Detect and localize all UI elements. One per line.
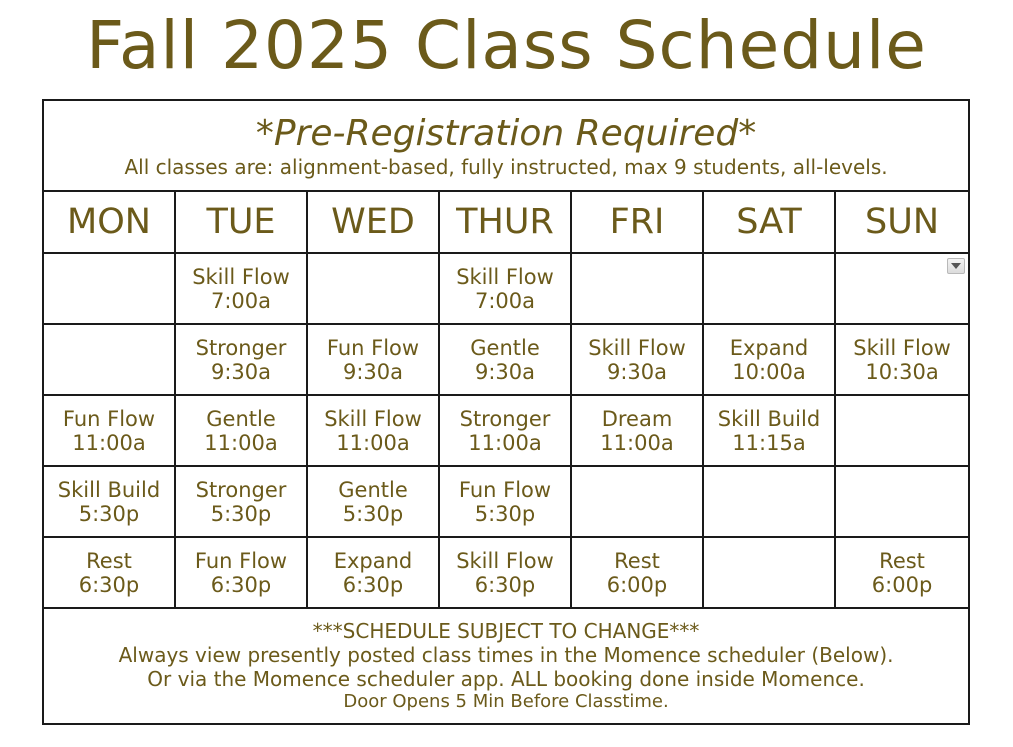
table-row <box>43 395 969 466</box>
class-cell <box>307 537 439 608</box>
class-cell <box>703 537 835 608</box>
class-time: 9:30a <box>606 359 668 384</box>
class-name: Expand <box>333 548 413 573</box>
table-row <box>43 466 969 537</box>
class-name: Rest <box>86 548 132 573</box>
class-time: 7:00a <box>210 288 272 313</box>
day-header-wed: WED <box>307 191 439 253</box>
chevron-down-icon <box>951 263 961 269</box>
class-time: 9:30a <box>342 359 404 384</box>
class-name: Dream <box>601 406 673 431</box>
class-name: Skill Build <box>717 406 821 431</box>
class-time: 6:30p <box>474 572 536 597</box>
class-cell <box>43 537 175 608</box>
class-name: Skill Flow <box>456 548 554 573</box>
class-name: Gentle <box>338 477 408 502</box>
class-time: 11:00a <box>600 430 674 455</box>
class-cell <box>43 324 175 395</box>
class-name: Skill Build <box>57 477 161 502</box>
table-row <box>43 253 969 324</box>
schedule-table <box>42 99 970 725</box>
class-cell <box>571 466 703 537</box>
table-row <box>43 324 969 395</box>
class-name: Skill Flow <box>456 264 554 289</box>
class-cell <box>571 253 703 324</box>
class-time: 6:30p <box>78 572 140 597</box>
class-time: 7:00a <box>474 288 536 313</box>
class-cell <box>43 466 175 537</box>
class-cell <box>439 253 571 324</box>
class-cell <box>439 466 571 537</box>
day-header-sun: SUN <box>835 191 969 253</box>
class-cell <box>307 324 439 395</box>
class-name: Stronger <box>459 406 551 431</box>
class-name: Skill Flow <box>588 335 686 360</box>
class-cell <box>703 253 835 324</box>
class-time: 9:30a <box>474 359 536 384</box>
class-time: 11:00a <box>336 430 410 455</box>
class-name: Fun Flow <box>326 335 420 360</box>
class-cell <box>175 253 307 324</box>
class-cell <box>307 395 439 466</box>
class-cell <box>571 537 703 608</box>
class-cell <box>703 324 835 395</box>
class-time: 11:00a <box>72 430 146 455</box>
class-name: Skill Flow <box>853 335 951 360</box>
class-name: Rest <box>879 548 925 573</box>
class-cell <box>835 324 969 395</box>
class-cell <box>439 324 571 395</box>
class-time: 11:00a <box>204 430 278 455</box>
day-header-mon: MON <box>43 191 175 253</box>
dropdown-button[interactable] <box>947 258 965 274</box>
schedule-change-notice: ***SCHEDULE SUBJECT TO CHANGE*** <box>312 619 700 643</box>
class-cell <box>43 253 175 324</box>
class-cell <box>703 395 835 466</box>
class-cell <box>175 537 307 608</box>
class-time: 11:00a <box>468 430 542 455</box>
table-header-row <box>43 100 969 191</box>
class-cell <box>703 466 835 537</box>
day-header-sat: SAT <box>703 191 835 253</box>
class-time: 11:15a <box>732 430 806 455</box>
class-time: 5:30p <box>474 501 536 526</box>
day-header-fri: FRI <box>571 191 703 253</box>
class-time: 5:30p <box>210 501 272 526</box>
table-row <box>43 537 969 608</box>
class-cell <box>835 395 969 466</box>
class-name: Stronger <box>195 477 287 502</box>
class-cell <box>307 253 439 324</box>
class-name: Skill Flow <box>324 406 422 431</box>
all-classes-text: All classes are: alignment-based, fully instructed, max 9 students, all-levels. <box>124 154 888 179</box>
class-name: Skill Flow <box>192 264 290 289</box>
class-name: Fun Flow <box>194 548 288 573</box>
class-time: 6:00p <box>871 572 933 597</box>
class-time: 10:00a <box>732 359 806 384</box>
class-cell <box>175 324 307 395</box>
class-time: 6:30p <box>342 572 404 597</box>
class-time: 6:30p <box>210 572 272 597</box>
footer-notice <box>43 608 969 724</box>
day-header-tue: TUE <box>175 191 307 253</box>
class-cell <box>175 466 307 537</box>
class-cell <box>43 395 175 466</box>
day-header-thur: THUR <box>439 191 571 253</box>
class-cell <box>439 395 571 466</box>
class-name: Gentle <box>470 335 540 360</box>
page-title: Fall 2025 Class Schedule <box>86 7 927 84</box>
class-name: Fun Flow <box>458 477 552 502</box>
class-cell <box>835 466 969 537</box>
class-cell <box>571 324 703 395</box>
class-time: 6:00p <box>606 572 668 597</box>
momence-notice: Always view presently posted class times in the Momence scheduler (Below). <box>118 643 894 667</box>
class-name: Rest <box>614 548 660 573</box>
door-opens-notice: Door Opens 5 Min Before Classtime. <box>343 691 669 712</box>
class-name: Expand <box>729 335 809 360</box>
class-cell <box>571 395 703 466</box>
class-name: Fun Flow <box>62 406 156 431</box>
footer-row <box>43 608 969 724</box>
prereg-header <box>43 100 969 191</box>
class-time: 9:30a <box>210 359 272 384</box>
class-name: Stronger <box>195 335 287 360</box>
momence-app-notice: Or via the Momence scheduler app. ALL booking done inside Momence. <box>147 667 865 691</box>
class-time: 5:30p <box>78 501 140 526</box>
class-cell <box>175 395 307 466</box>
class-cell <box>307 466 439 537</box>
days-row <box>43 191 969 253</box>
class-time: 10:30a <box>865 359 939 384</box>
class-time: 5:30p <box>342 501 404 526</box>
class-cell <box>439 537 571 608</box>
prereg-text: *Pre-Registration Required* <box>255 112 757 154</box>
class-cell <box>835 253 969 324</box>
class-name: Gentle <box>206 406 276 431</box>
class-cell <box>835 537 969 608</box>
